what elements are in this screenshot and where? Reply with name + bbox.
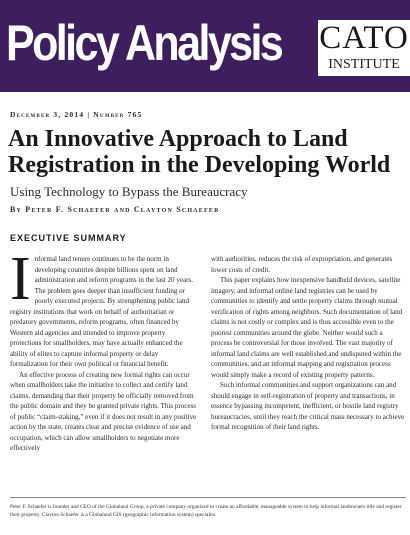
body-column-left xyxy=(10,245,198,454)
paragraph: An effective process of creating new formal rights can occur when smallholders take the initiative to collect and certify land claims, demanding that their property be officially removed from the public domain and they be granted private rights. This process of public “claim-staking,” even if it does not result in any positive action by the state, creates clear and precise evidence of use and occupation, which can allow smallholders to negotiate more effectively xyxy=(10,370,197,452)
subtitle: Using Technology to Bypass the Bureaucracy xyxy=(10,184,248,199)
body-column-right xyxy=(211,254,405,433)
paragraph: Such informal communities and support organizations can and should engage in self-registration of property and transactions, in essence bypassing incompetent, inefficient, or hostile land registry bureaucracies, until they reach the critical mass necessary to achieve formal recognition of their land rights. xyxy=(211,381,405,431)
footnote-divider xyxy=(10,497,406,498)
paragraph xyxy=(10,245,198,370)
author-footnote: Peter F. Schaefer is founder and CEO of the Globaland Group, a private company organized to create an affordable, manageable system to help informal landowners title and register their property. Clayton Schaefer is a Globaland GIS (geographic information system) specialist. xyxy=(10,504,402,518)
series-title: Policy Analysis xyxy=(6,15,282,71)
page-title: An Innovative Approach to Land Registration in the Developing World xyxy=(8,126,391,178)
paragraph: with authorities, reduces the risk of expropriation, and generates lower costs of credit. xyxy=(211,255,393,274)
logo-wordmark: CATO xyxy=(319,20,409,56)
cato-logo xyxy=(318,20,410,76)
paragraph-text: nformal land tenure continues to be the norm in developing countries despite billions spent on land administration and reform programs in the last 20 years. The problem goes deeper than insufficient funding or poorly executed projects. By strengthening public land registry institutions that work on behalf of authoritarian or predatory governments, reform programs, often financed by Western aid agencies and intended to improve property protections for smallholders, may have actually enhanced the ability of elites to capture informal property or delay formalization for their own political or financial benefit. xyxy=(10,255,193,368)
byline: By Peter F. Schaefer and Clayton Schaefer xyxy=(10,205,220,214)
dateline: December 3, 2014 | Number 765 xyxy=(10,110,143,119)
section-heading: EXECUTIVE SUMMARY xyxy=(10,233,127,243)
drop-cap: I xyxy=(10,245,31,313)
header-banner xyxy=(0,0,410,92)
logo-subtext: INSTITUTE xyxy=(328,57,400,72)
paragraph: This paper explains how inexpensive handheld devices, satellite imagery, and informal online land registries can be used by communities to identify and settle property claims through mutual verification of rights among neighbors. Such documentation of land claims is not costly or complex and is thus accessible even to the poorest communities around the globe. Neither would such a process be controversial for those involved. The vast majority of informal land claims are well established and undisputed within the communities, and an informal mapping and registration process would simply make a record of existing property patterns. xyxy=(211,276,403,379)
